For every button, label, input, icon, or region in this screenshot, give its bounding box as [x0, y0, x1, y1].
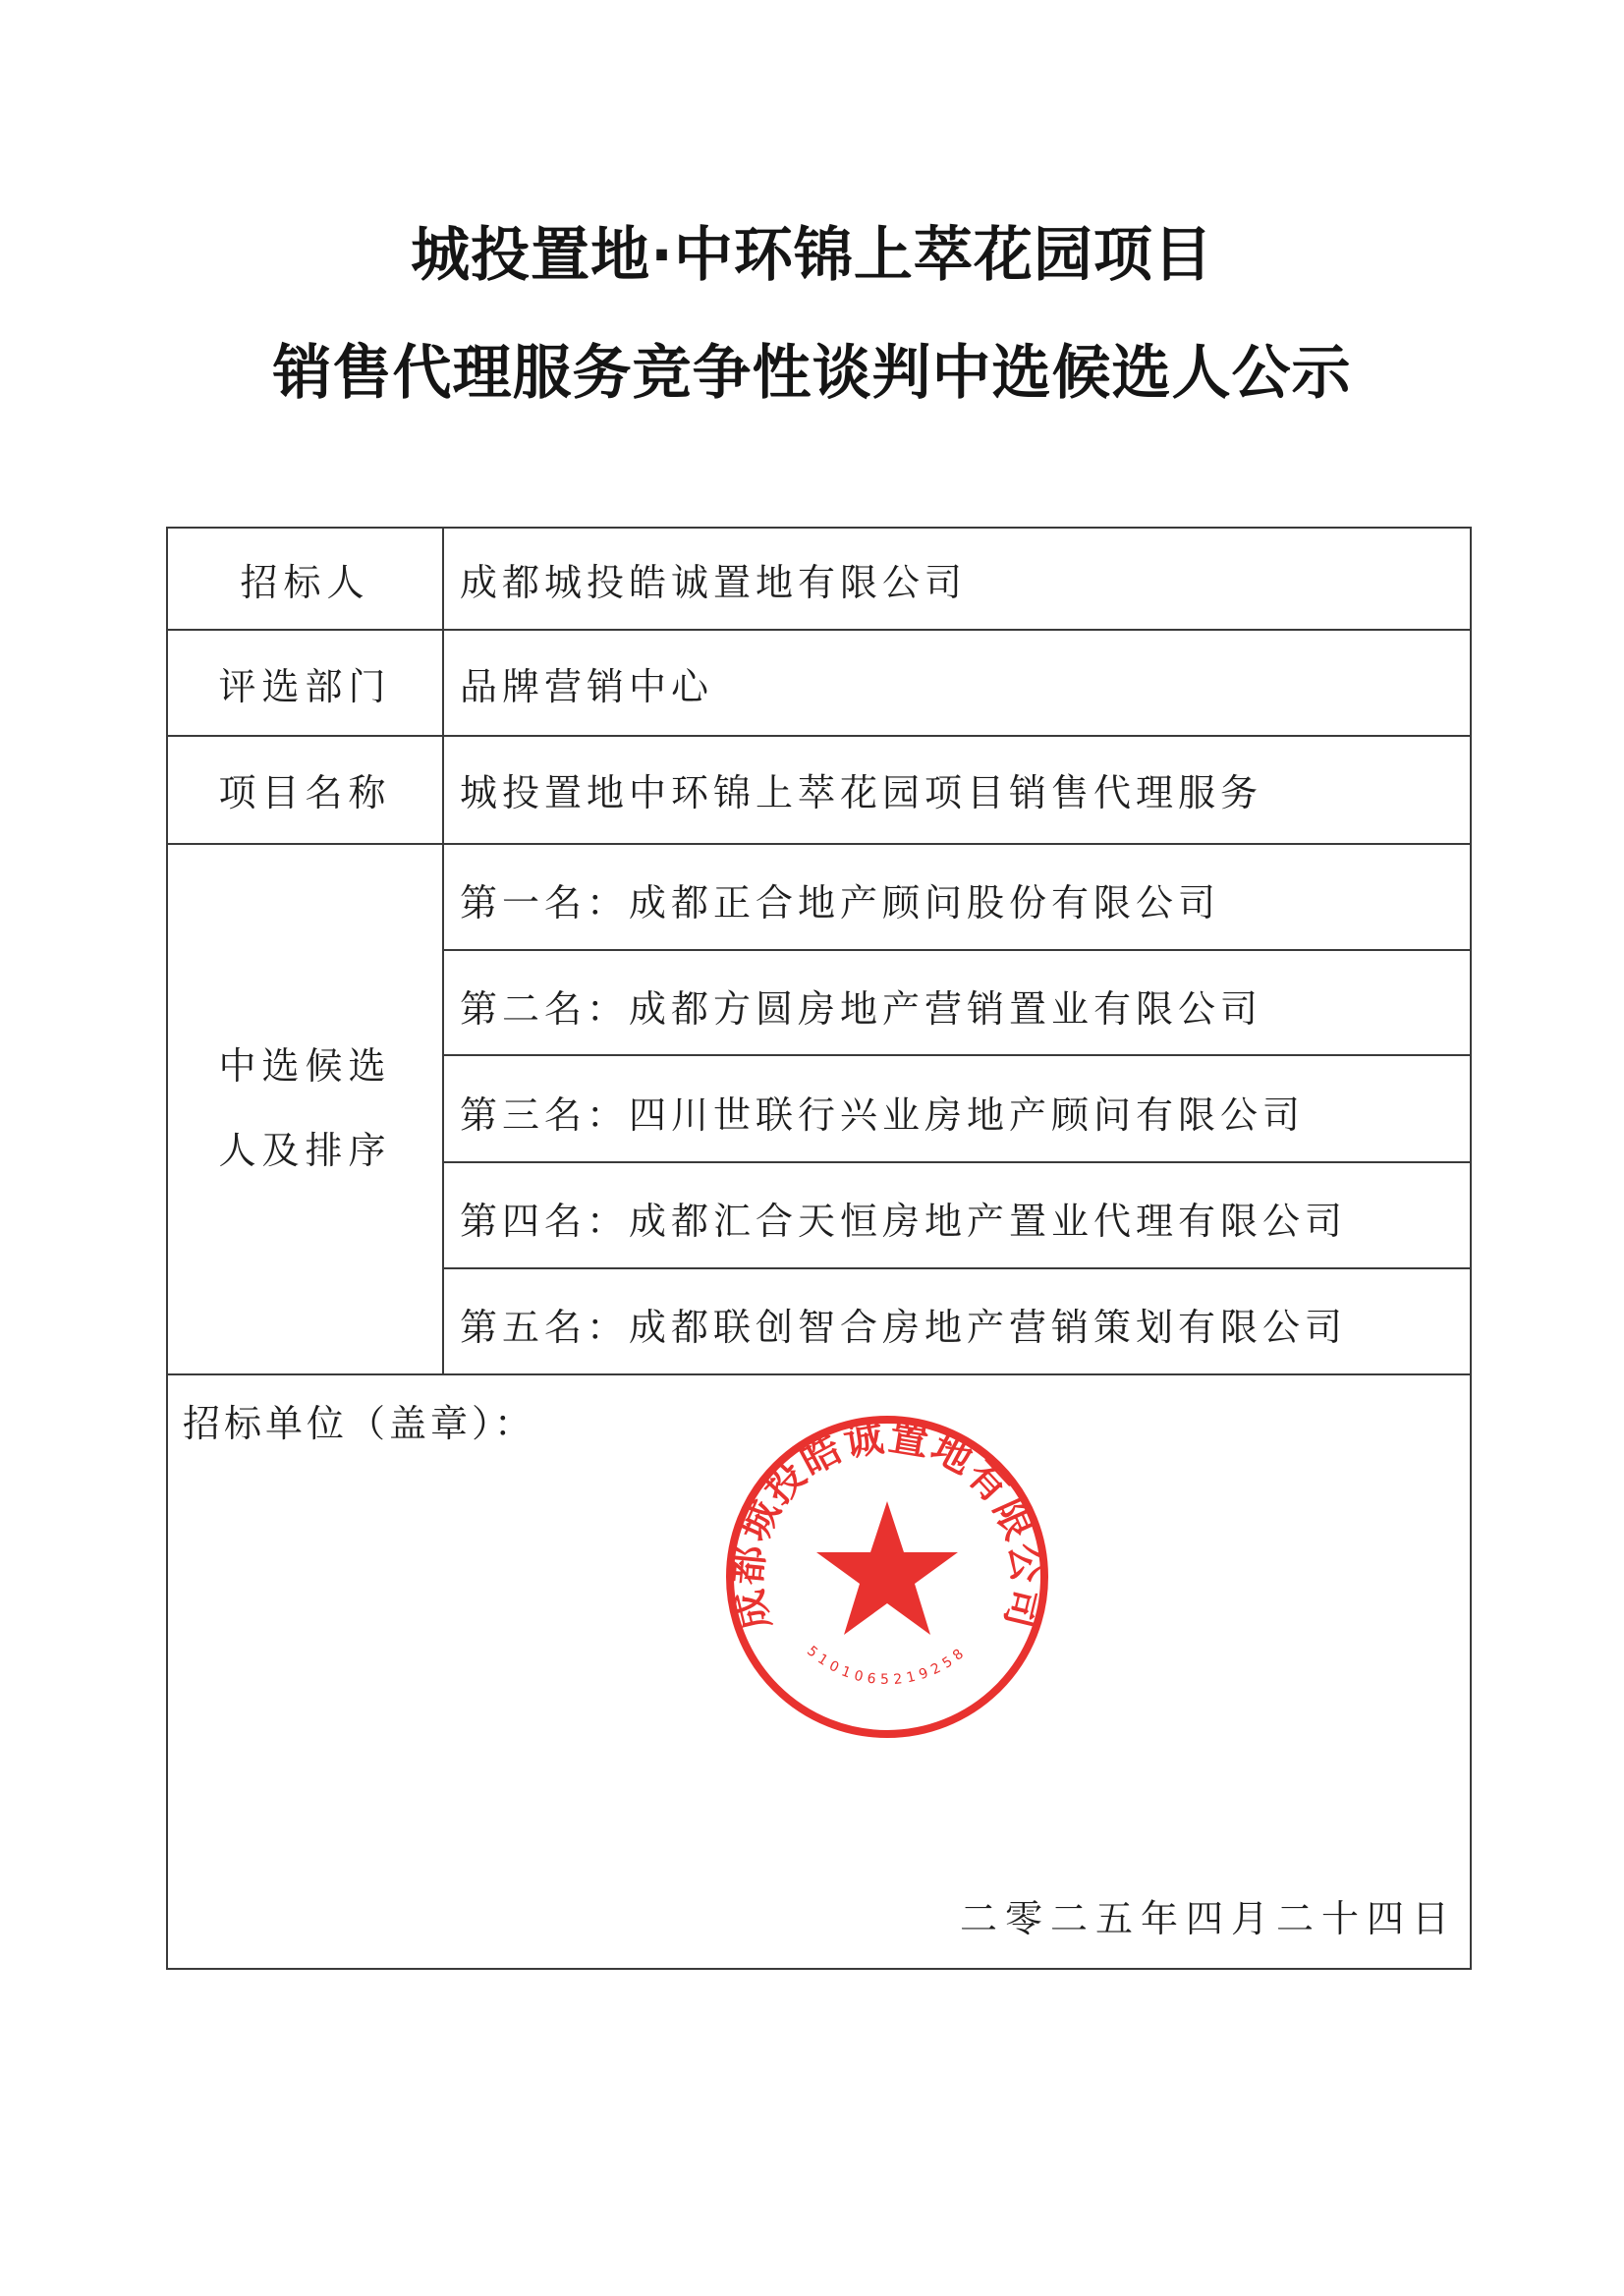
- stamp-label: 招标单位（盖章）：: [183, 1402, 536, 1445]
- candidates-label-line1: 中选候选: [218, 1044, 392, 1088]
- candidate-row: [460, 1191, 1347, 1245]
- candidates-label: [168, 1024, 442, 1193]
- candidate-row-divider: [442, 1054, 1472, 1056]
- tenderer-value: 成都城投皓诚置地有限公司: [460, 561, 968, 604]
- candidate-row-divider: [442, 1161, 1472, 1163]
- candidate-rank: 第二名：: [460, 987, 630, 1031]
- tenderer-label: 招标人: [240, 561, 370, 604]
- candidate-row: [460, 1085, 1305, 1139]
- announcement-table: [166, 527, 1472, 1970]
- star-icon: [816, 1501, 958, 1635]
- candidate-name: 成都汇合天恒房地产置业代理有限公司: [629, 1200, 1348, 1243]
- document-title-line2: 销售代理服务竞争性谈判中选候选人公示: [272, 339, 1352, 408]
- candidate-name: 成都联创智合房地产营销策划有限公司: [629, 1306, 1348, 1349]
- project-name-label: 项目名称: [218, 771, 392, 814]
- row-divider: [166, 1373, 1472, 1375]
- candidate-rank: 第一名：: [460, 881, 630, 924]
- candidate-row-divider: [442, 1267, 1472, 1269]
- candidate-row-divider: [442, 949, 1472, 951]
- candidate-name: 四川世联行兴业房地产顾问有限公司: [629, 1093, 1306, 1137]
- row-divider: [166, 735, 1472, 737]
- seal-ring-text: 成都城投皓诚置地有限公司: [724, 1414, 1050, 1635]
- department-value: 品牌营销中心: [460, 665, 714, 708]
- candidate-rank: 第四名：: [460, 1200, 630, 1243]
- candidate-row: [460, 1297, 1347, 1351]
- candidate-name: 成都方圆房地产营销置业有限公司: [629, 987, 1263, 1031]
- seal-serial: 5101065219258: [804, 1643, 971, 1689]
- row-divider: [166, 843, 1472, 845]
- document-title-line1: 城投置地·中环锦上萃花园项目: [411, 221, 1213, 290]
- candidate-row: [460, 979, 1262, 1033]
- project-name-value: 城投置地中环锦上萃花园项目销售代理服务: [460, 771, 1263, 814]
- candidate-rank: 第三名：: [460, 1093, 630, 1137]
- candidate-rank: 第五名：: [460, 1306, 630, 1349]
- row-divider: [166, 629, 1472, 631]
- signing-date: 二零二五年四月二十四日: [959, 1897, 1457, 1940]
- department-label: 评选部门: [218, 665, 392, 708]
- candidate-row: [460, 872, 1220, 926]
- company-seal: [715, 1405, 1059, 1749]
- candidate-name: 成都正合地产顾问股份有限公司: [629, 881, 1221, 924]
- candidates-label-line2: 人及排序: [218, 1129, 392, 1172]
